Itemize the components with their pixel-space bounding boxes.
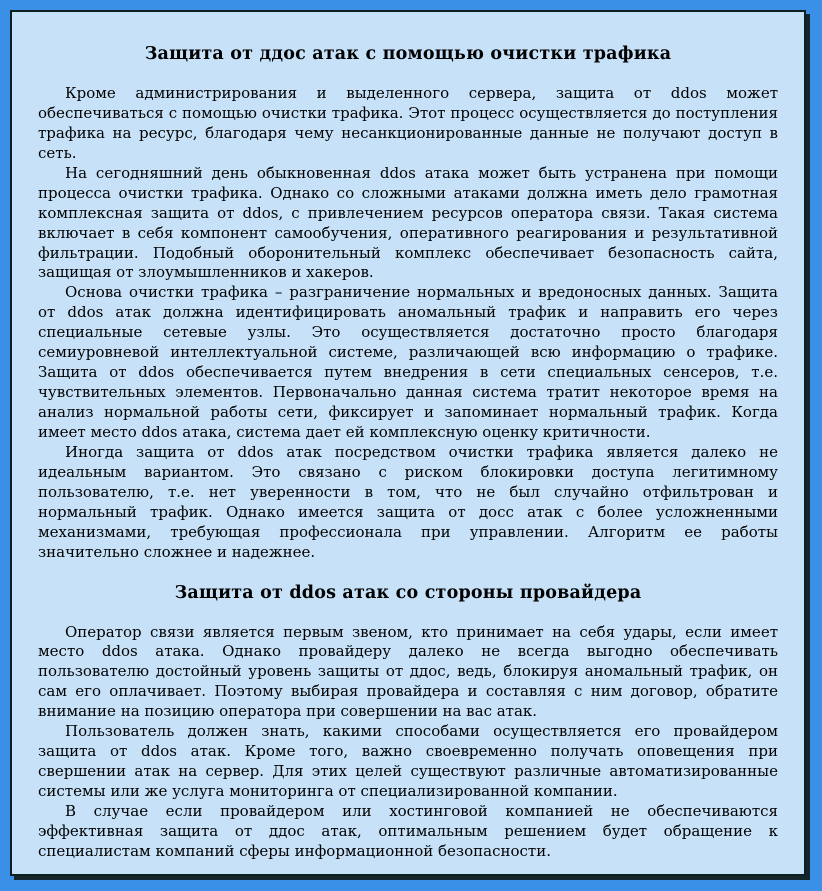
paragraph-cleaning-basics: Основа очистки трафика – разграничение нормальных и вредоносных данных. Защита от ddos атак должна идентифицировать аномальный трафик и направить его через специальные сетевые узлы. Это осуществляется достаточно просто благодаря семиуровневой интеллектуальной системе, различающей всю информацию о трафике. Защита от ddos обеспечивается путем внедрения в сети специальных сенсеров, т.е. чувствительных элементов. Первоначально данная система тратит некоторое время на анализ нормальной работы сети, фиксирует и запоминает нормальный трафик. Когда имеет место ddos атака, система дает ей комплексную оценку критичности. — [38, 283, 778, 441]
paragraph-intro-traffic-cleaning: Кроме администрирования и выделенного сервера, защита от ddos может обеспечиваться с помощью очистки трафика. Этот процесс осуществляется до поступления трафика на ресурс, благодаря чему несанкционированные данные не получают доступ в сеть. — [38, 84, 778, 162]
paragraph-operator-first-link: Оператор связи является первым звеном, кто принимает на себя удары, если имеет место ddos атака. Однако провайдеру далеко не всегда выгодно обеспечивать пользователю достойный уровень защиты от ддос, ведь, блокируя аномальный трафик, он сам его оплачивает. Поэтому выбирая провайдера и составляя с ним договор, обратите внимание на позицию оператора при совершении на вас атак. — [38, 622, 778, 721]
paragraph-security-companies: В случае если провайдером или хостинговой компанией не обеспечиваются эффективная защита от ддос атак, оптимальным решением будет обращение к специалистам компаний сферы информационной безопасности. — [38, 801, 778, 860]
document-panel — [10, 10, 806, 876]
heading-provider-protection: Защита от ddos атак со стороны провайдера — [174, 582, 642, 603]
paragraph-complex-protection: На сегодняшний день обыкновенная ddos атака может быть устранена при помощи процесса очистки трафика. Однако со сложными атаками должна иметь дело грамотная комплексная защита от ddos, с привлечением ресурсов оператора связи. Такая система включает в себя компонент самообучения, оперативного реагирования и результативной фильтрации. Подобный оборонительный комплекс обеспечивает безопасность сайта, защищая от злоумышленников и хакеров. — [38, 163, 778, 282]
paragraph-user-awareness: Пользователь должен знать, какими способами осуществляется его провайдером защита от ddos атак. Кроме того, важно своевременно получать оповещения при свершении атак на сервер. Для этих целей существуют различные автоматизированные системы или же услуга мониторинга от специализированной компании. — [38, 722, 778, 800]
heading-traffic-cleaning: Защита от ддос атак с помощью очистки трафика — [144, 44, 672, 64]
paragraph-cleaning-drawbacks: Иногда защита от ddos атак посредством очистки трафика является далеко не идеальным вариантом. Это связано с риском блокировки доступа легитимному пользователю, т.е. нет уверенности в том, что не был случайно отфильтрован и нормальный трафик. Однако имеется защита от досс атак с более усложненными механизмами, требующая профессионала при управлении. Алгоритм ее работы значительно сложнее и надежнее. — [38, 442, 778, 561]
